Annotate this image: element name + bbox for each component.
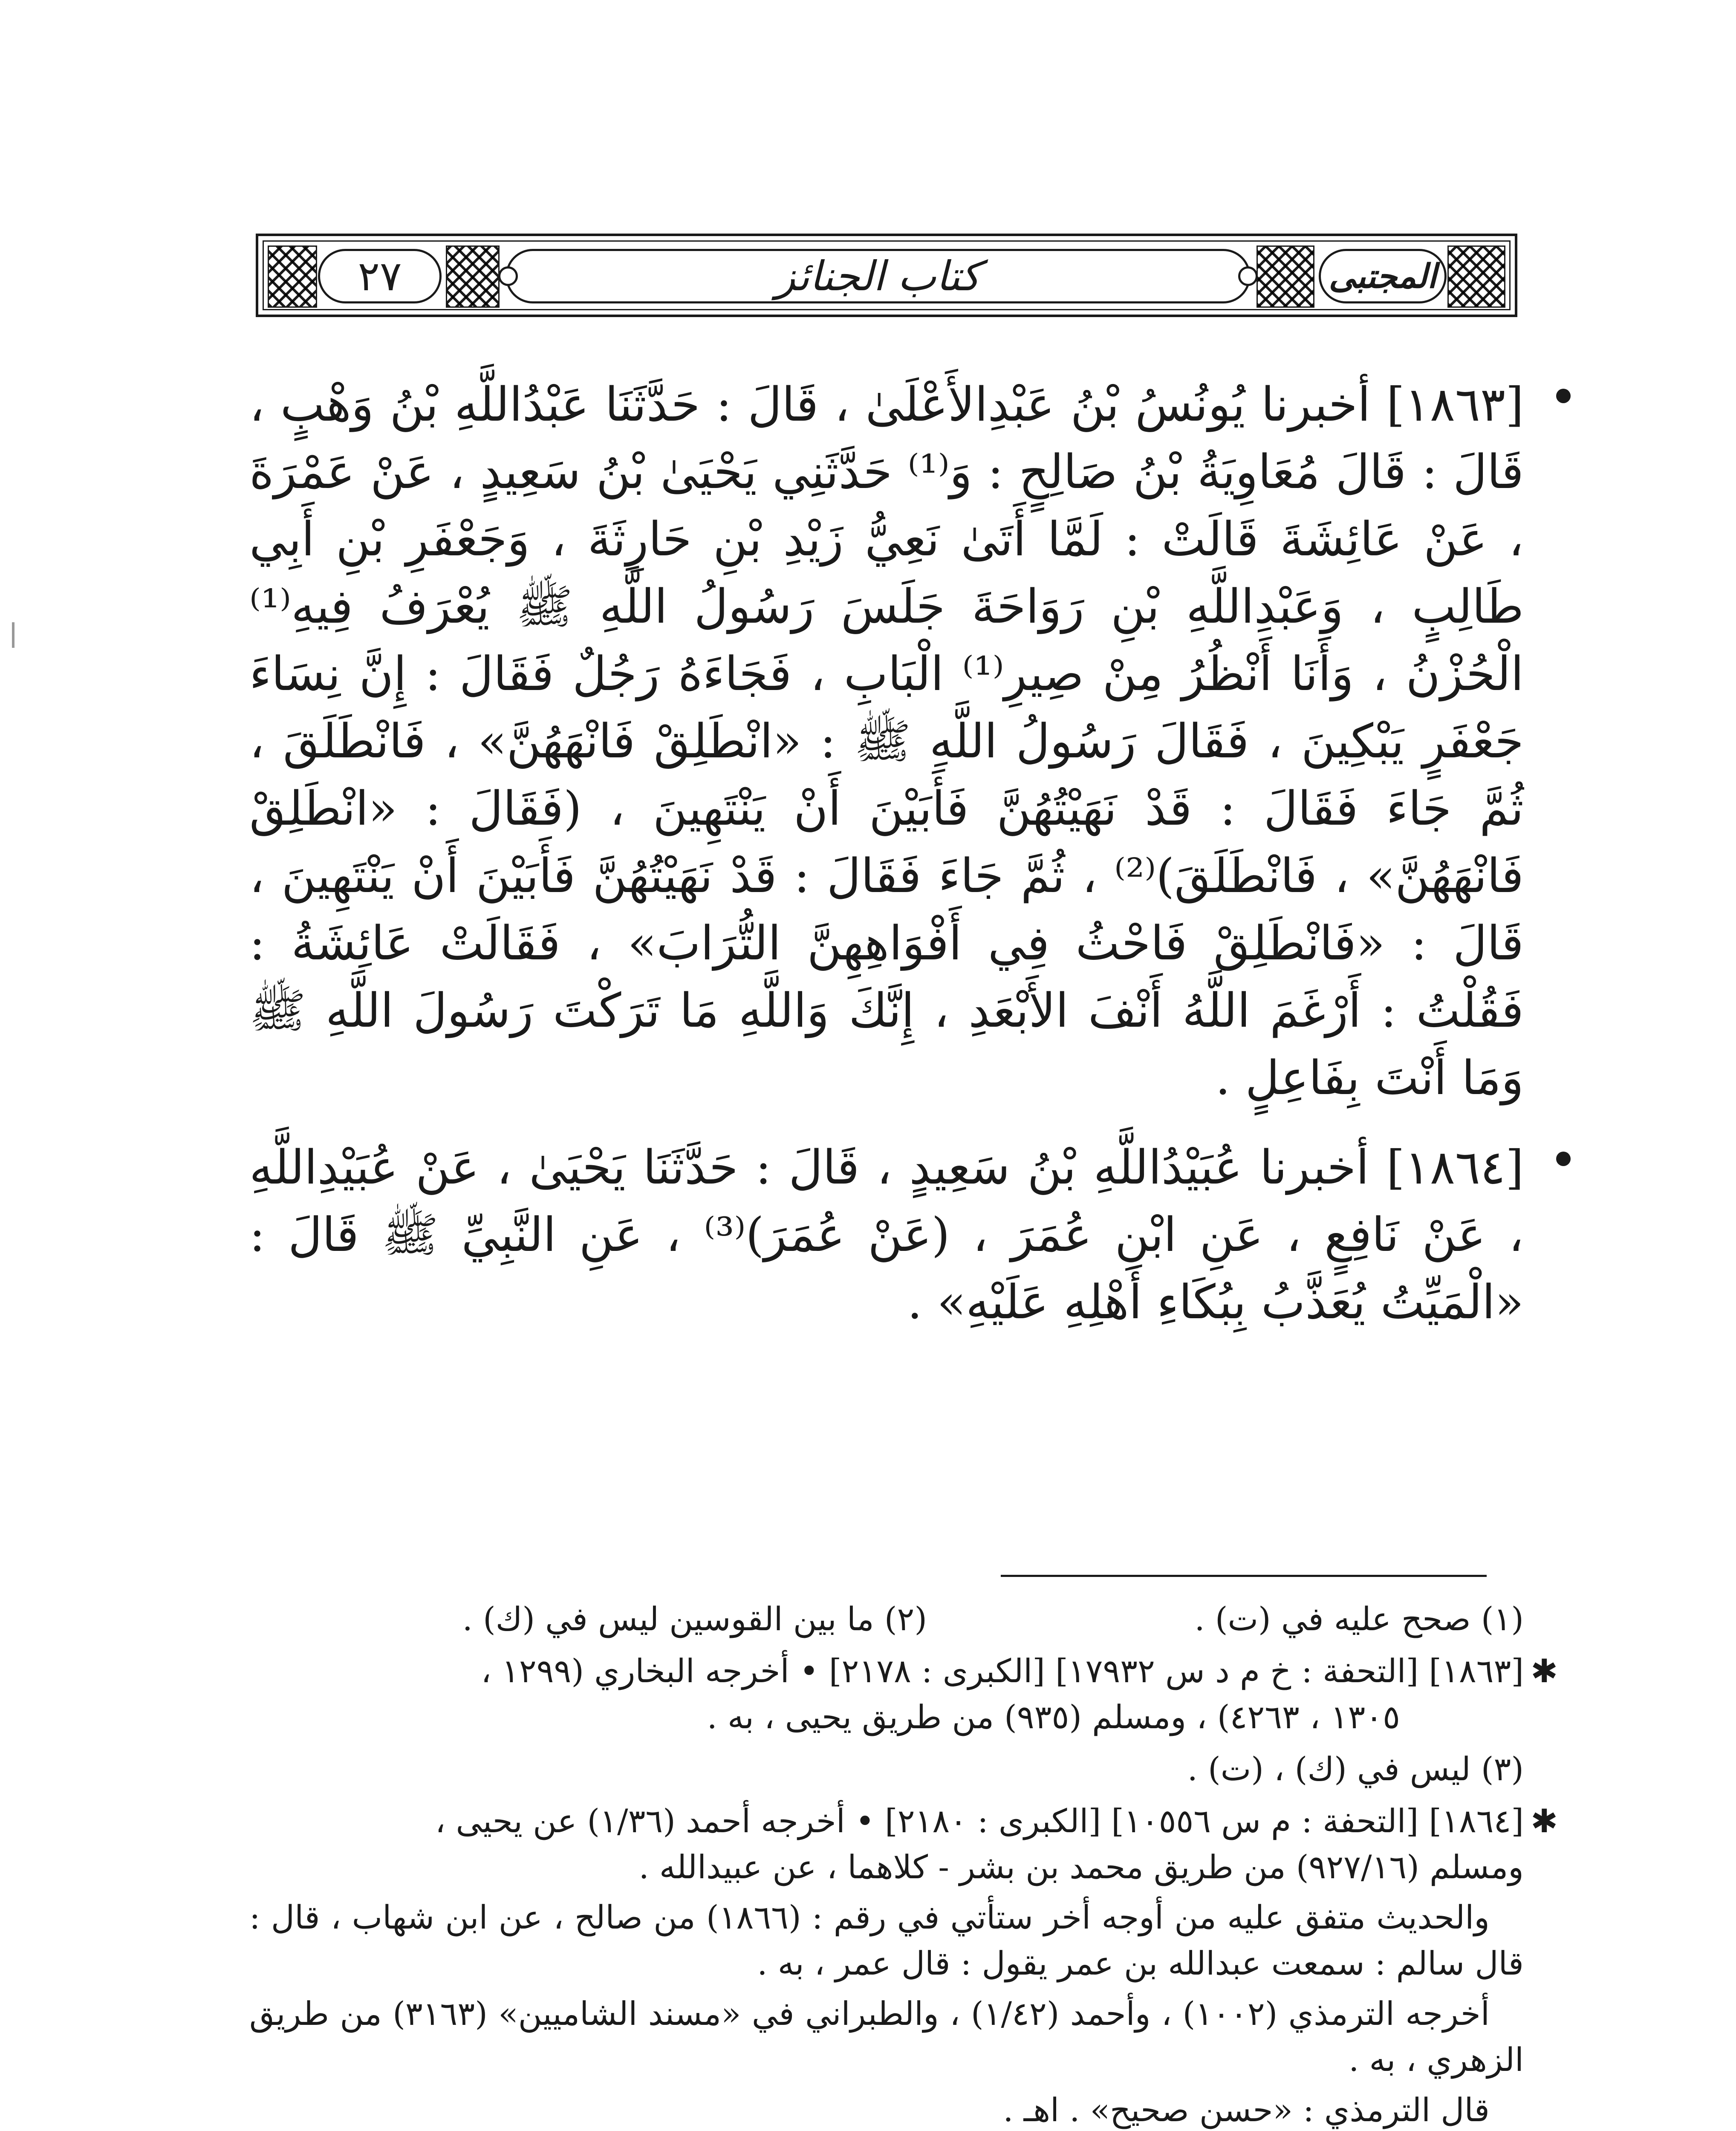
footnote-row bbox=[249, 1596, 1524, 1642]
takhrij-line: [١٨٦٣] [التحفة : خ م د س ١٧٩٣٢] [الكبرى : ٢١٧٨] • أخرجه البخاري (١٢٩٩ ، bbox=[481, 1652, 1524, 1690]
hadith-text: أخبرنا يُونُسُ بْنُ عَبْدِالأَعْلَىٰ ، قَالَ : حَدَّثَنَا عَبْدُاللَّهِ بْنُ وَهْبٍ ، قَالَ : قَالَ مُعَاوِيَةُ بْنُ صَالِحٍ : وَ⁽¹⁾ حَدَّثَنِي يَحْيَىٰ بْنُ سَعِيدٍ ، عَنْ عَمْرَةَ ، عَنْ عَائِشَةَ قَالَتْ : لَمَّا أَتَىٰ نَعِيُّ زَيْدِ بْنِ حَارِثَةَ ، وَجَعْفَرِ بْنِ أَبِي طَالِبٍ ، وَعَبْدِاللَّهِ بْنِ رَوَاحَةَ جَلَسَ رَسُولُ اللَّهِ ﷺ يُعْرَفُ فِيهِ⁽¹⁾ الْحُزْنُ ، وَأَنَا أَنْظُرُ مِنْ صِيرِ⁽¹⁾ الْبَابِ ، فَجَاءَهُ رَجُلٌ فَقَالَ : إِنَّ نِسَاءَ جَعْفَرٍ يَبْكِينَ ، فَقَالَ رَسُولُ اللَّهِ ﷺ : «انْطَلِقْ فَانْهَهُنَّ» ، فَانْطَلَقَ ، ثُمَّ جَاءَ فَقَالَ : قَدْ نَهَيْتُهُنَّ فَأَبَيْنَ أَنْ يَنْتَهِينَ ، (فَقَالَ : «انْطَلِقْ فَانْهَهُنَّ» ، فَانْطَلَقَ)⁽²⁾ ، ثُمَّ جَاءَ فَقَالَ : قَدْ نَهَيْتُهُنَّ فَأَبَيْنَ أَنْ يَنْتَهِينَ ، قَالَ : «فَانْطَلِقْ فَاحْثُ فِي أَفْوَاهِهِنَّ التُّرَابَ» ، فَقَالَتْ عَائِشَةُ : فَقُلْتُ : أَرْغَمَ اللَّهُ أَنْفَ الأَبْعَدِ ، إِنَّكَ وَاللَّهِ مَا تَرَكْتَ رَسُولَ اللَّهِ ﷺ وَمَا أَنْتَ بِفَاعِلٍ . bbox=[249, 377, 1524, 1105]
takhrij-1864 bbox=[249, 1798, 1558, 1890]
asterisk-icon: ✱ bbox=[1531, 1652, 1558, 1690]
takhrij-1863 bbox=[249, 1648, 1558, 1740]
bullet-icon bbox=[1556, 389, 1571, 403]
hadith-1863 bbox=[249, 371, 1524, 1112]
page-number: ٢٧ bbox=[358, 252, 402, 300]
takhrij-paragraph: قال الترمذي : «حسن صحيح» . اهـ . bbox=[1003, 2091, 1490, 2129]
series-title: المجتبى bbox=[1329, 257, 1437, 296]
book-title: كتاب الجنائز bbox=[775, 252, 981, 300]
hadith-text: أخبرنا عُبَيْدُاللَّهِ بْنُ سَعِيدٍ ، قَالَ : حَدَّثَنَا يَحْيَىٰ ، عَنْ عُبَيْدِاللَّهِ ، عَنْ نَافِعٍ ، عَنِ ابْنِ عُمَرَ ، (عَنْ عُمَرَ)⁽³⁾ ، عَنِ النَّبِيِّ ﷺ قَالَ : «الْمَيِّتُ يُعَذَّبُ بِبُكَاءِ أَهْلِهِ عَلَيْهِ» . bbox=[249, 1140, 1524, 1329]
title-cartouche bbox=[505, 249, 1251, 303]
hadith-number: [١٨٦٣] bbox=[1386, 377, 1524, 432]
page-header bbox=[256, 234, 1517, 317]
takhrij-line: [١٨٦٤] [التحفة : م س ١٠٥٥٦] [الكبرى : ٢١٨٠] • أخرجه أحمد (١/٣٦) عن يحيى ، bbox=[435, 1802, 1524, 1840]
takhrij-paragraph: والحديث متفق عليه من أوجه أخر ستأتي في رقم : (١٨٦٦) من صالح ، عن ابن شهاب ، قال : قال سالم : سمعت عبدالله بن عمر يقول : قال عمر ، به . bbox=[249, 1898, 1524, 1982]
asterisk-icon: ✱ bbox=[1531, 1802, 1558, 1840]
takhrij-paragraph: أخرجه الترمذي (١٠٠٢) ، وأحمد (١/٤٢) ، والطبراني في «مسند الشاميين» (٣١٦٣) من طريق الزهري ، به . bbox=[249, 1995, 1524, 2079]
takhrij-line: ومسلم (٩٢٧/١٦) من طريق محمد بن بشر - كلاهما ، عن عبيدالله . bbox=[638, 1848, 1524, 1886]
hadith-1864 bbox=[249, 1134, 1524, 1336]
footnotes bbox=[249, 1596, 1558, 2131]
header-ornament bbox=[1447, 245, 1505, 308]
bullet-icon bbox=[1556, 1152, 1571, 1166]
takhrij-line: ١٣٠٥ ، ٤٢٦٣) ، ومسلم (٩٣٥) من طريق يحيى ، به . bbox=[707, 1698, 1400, 1736]
scan-mark bbox=[12, 622, 14, 648]
series-cartouche bbox=[1319, 249, 1447, 303]
hadith-number: [١٨٦٤] bbox=[1386, 1140, 1524, 1195]
header-ornament bbox=[446, 245, 500, 308]
footnote-divider bbox=[1001, 1575, 1487, 1577]
footnote-3: (٣) ليس في (ك) ، (ت) . bbox=[1187, 1750, 1524, 1788]
page-number-cartouche bbox=[318, 249, 442, 303]
footnote-2: (٢) ما بين القوسين ليس في (ك) . bbox=[462, 1600, 927, 1638]
header-ornament bbox=[1257, 245, 1314, 308]
main-text bbox=[249, 371, 1524, 1358]
header-ornament bbox=[268, 245, 317, 308]
footnote-1: (١) صحح عليه في (ت) . bbox=[1194, 1600, 1524, 1638]
